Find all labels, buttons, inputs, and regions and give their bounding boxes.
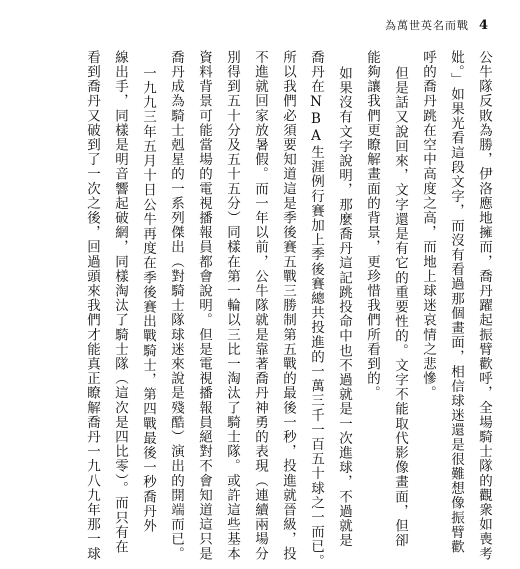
text-line: 線出手，同樣是明音響起破網，同樣淘汰了騎士隊（這次是四比零）。而只有在 (112, 50, 128, 555)
text-line: 所以我們必須要知道這是季後賽五戰三勝制第五戰的最後一秒，投進就晉級，投 (280, 50, 296, 561)
page-number: 4 (478, 17, 488, 33)
text-line: 喬丹在NBA生涯例行賽加上季後賽總共投進的一萬三千一百五十球之一而已。 (308, 50, 324, 569)
running-title: 為萬世英名而戰 (384, 19, 469, 32)
page-header (385, 16, 488, 34)
text-line: 資料背景可能當場的電視播報員都會說明。但是電視播報員絕對不會知道這只是 (196, 50, 212, 561)
text-line: 公牛隊反敗為勝，伊洛應地擁而，喬丹躍起振臂歡呼，全場騎士隊的觀衆如喪考 (476, 50, 492, 561)
text-line: 看到喬丹又破到了一次之後，回過頭來我們才能真正瞭解喬丹一九八九年那一球 (84, 50, 100, 561)
text-line: 但是話又說回來，文字還是有它的重要性的。文字不能取代影像畫面，但卻 (392, 66, 408, 548)
text-line: 能夠讓我們更瞭解畫面的背景，更珍惜我們所看到的。 (364, 50, 380, 401)
text-line: 如果沒有文字說明，那麼喬丹這記跳投命中也不過就是一次進球，不過就是 (336, 66, 352, 548)
text-line: 不進就回家放暑假。而一年以前，公牛隊就是靠著喬丹神勇的表現（連續兩場分 (252, 50, 268, 561)
text-line: 一九九三年五月十日公牛再度在季後賽出戰騎士，第四戰最後一秒喬丹外 (140, 66, 156, 534)
text-line: 別得到五十分及五十五分）同樣在第一輪以三比一淘汰了騎士隊。或許這些基本 (224, 50, 240, 561)
text-line: 呼的喬丹跳在空中高度之高，而地上球迷哀情之悲慘。 (420, 50, 436, 401)
text-line: 喬丹成為騎士剋星的一系列傑出（對騎士隊球迷來說是殘酷）演出的開端而已。 (168, 50, 184, 561)
text-line: 妣。」如果光看這段文字，而沒有看過那個畫面，相信球迷還是很難想像振臂歡 (448, 50, 464, 555)
